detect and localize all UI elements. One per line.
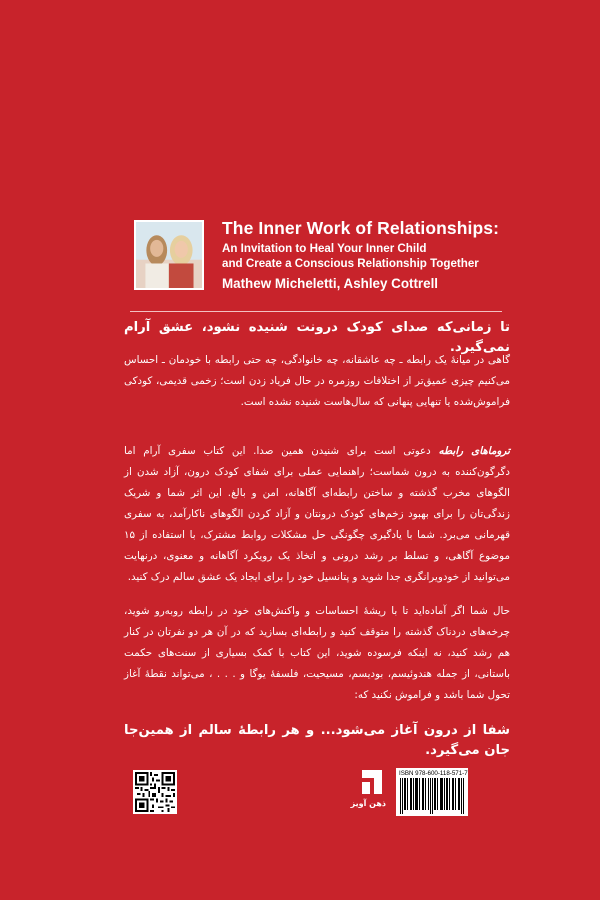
paragraph-2-text: دعوتی است برای شنیدن همین صدا. این کتاب سفری آرام اما دگرگون‌کننده به درون شماست؛ راهنمایی عملی برای شفای کودک درون، آزاد شدن از الگوهای مخرب گذشته و ساختن رابطه‌ای آگاهانه، امن و بالغ. این اثر شما و شریک زندگی‌تان را برای بهبود زخم‌های کودک درونتان و آزاد کردن الگوهای ناکارآمد، به سفری قهرمانی می‌برد. شما با یادگیری چگونگی حل مشکلات روابط مشترک، با استفاده از ۱۵ موضوع آگاهی، و تسلط بر رشد درونی و اتخاذ یک رویکرد آگاهانه و معنوی، درنهایت می‌توانید از خودویرانگری جدا شوید و پتانسیل خود را برای ایجاد یک عشق سالم درک کنید. xyxy=(124,445,510,583)
authors-photo-image xyxy=(136,222,202,288)
publisher-logo-icon xyxy=(358,768,386,796)
book-authors: Mathew Micheletti, Ashley Cottrell xyxy=(222,276,439,291)
publisher-name: ذهن آویز xyxy=(350,799,386,808)
book-header xyxy=(134,220,504,300)
paragraph-3: حال شما اگر آماده‌اید تا با ریشهٔ احساسات و واکنش‌های خود در رابطه روبه‌رو شوید، چرخه‌های دردناک گذشته را متوقف کنید و رابطه‌ای بسازید که در آن هر دو نفرتان در کنار هم رشد کنید، نه اینکه فرسوده شوید، این کتاب با کمک بسیاری از سنت‌های حکمت باستانی، از جمله هندوئیسم، بودیسم، مسیحیت، فلسفهٔ یوگا و . . . ، می‌تواند نقطهٔ آغاز تحول شما باشد و فراموش نکنید که: xyxy=(124,605,510,701)
barcode-icon xyxy=(399,778,465,814)
paragraph-2 xyxy=(124,441,510,588)
isbn-barcode xyxy=(396,768,468,816)
closing-sentence: شفا از درون آغاز می‌شود... و هر رابطهٔ سالم از همین‌جا جان می‌گیرد. xyxy=(124,723,510,758)
paragraph-1: گاهی در میانهٔ یک رابطه ـ چه عاشقانه، چه خانوادگی، چه حتی رابطه با خودمان ـ احساس می‌کنیم چیزی عمیق‌تر از اختلافات روزمره در حال فریاد زدن است؛ زخمی قدیمی، کودکی فراموش‌شده یا تنهایی پنهانی که سال‌هاست شنیده نشده است. xyxy=(124,354,510,408)
lead-sentence: تا زمانی‌که صدای کودک درونت شنیده نشود، عشق آرام نمی‌گیرد. xyxy=(124,320,510,355)
isbn-number: ISBN 978-600-118-571-7 xyxy=(399,770,468,777)
authors-photo xyxy=(134,220,204,290)
book-title: The Inner Work of Relationships: xyxy=(222,218,500,238)
paragraph-2-book-title: تروماهای رابطه xyxy=(438,445,510,457)
book-subtitle xyxy=(222,241,479,271)
qr-code-icon xyxy=(133,770,177,814)
qr-code-graphic xyxy=(135,772,175,812)
publisher-logo xyxy=(350,768,386,814)
subtitle-line-2: and Create a Conscious Relationship Together xyxy=(222,257,479,270)
back-cover-footer xyxy=(0,760,600,850)
subtitle-line-1: An Invitation to Heal Your Inner Child xyxy=(222,242,427,255)
header-divider xyxy=(130,311,502,312)
